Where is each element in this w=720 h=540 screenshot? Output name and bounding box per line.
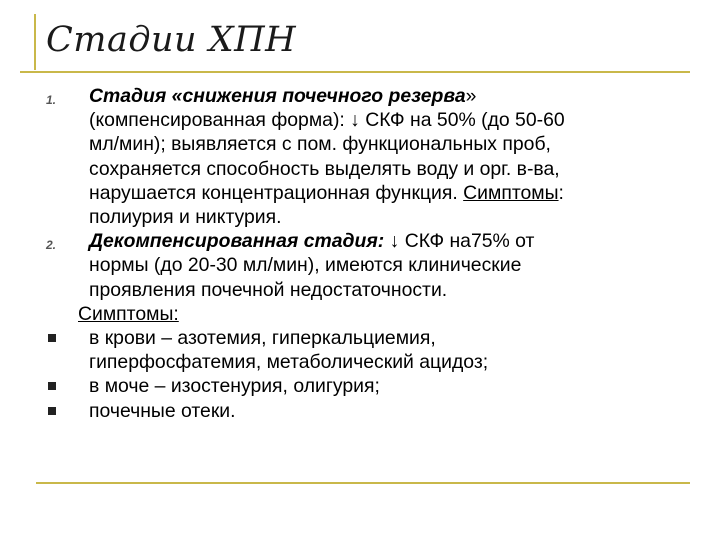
title-horizontal-rule bbox=[20, 71, 690, 73]
stage-1-heading: Стадия «снижения почечного резерва bbox=[89, 85, 466, 107]
list-marker-2: 2. bbox=[46, 238, 57, 253]
bullet-item-edema bbox=[0, 399, 720, 423]
symptoms-label: Симптомы: bbox=[78, 302, 179, 325]
stage-1-colon: : bbox=[558, 181, 564, 204]
stage-2-heading-line bbox=[89, 229, 706, 253]
square-bullet-icon bbox=[48, 334, 56, 342]
square-bullet-icon bbox=[48, 407, 56, 415]
symptoms-line bbox=[0, 302, 720, 326]
list-item-stage-1 bbox=[0, 84, 720, 229]
square-bullet-icon bbox=[48, 382, 56, 390]
list-marker-1: 1. bbox=[46, 93, 57, 107]
bullet-item-urine bbox=[0, 374, 720, 398]
stage-1-line-1: (компенсированная форма): ↓ СКФ на 50% (до 50-60 bbox=[89, 109, 565, 132]
bullet-1-line-2: гиперфосфатемия, метаболический ацидоз; bbox=[89, 351, 489, 374]
stage-2-line-2: нормы (до 20-30 мл/мин), имеются клинические bbox=[89, 254, 522, 277]
bottom-rule bbox=[36, 482, 690, 484]
stage-1-line-3: сохраняется способность выделять воду и орг. в-ва, bbox=[89, 157, 560, 180]
stage-1-line-2: мл/мин); выявляется с пом. функциональных проб, bbox=[89, 133, 551, 156]
stage-1-line-4 bbox=[89, 181, 706, 205]
stage-1-symptoms-word: Симптомы bbox=[463, 181, 559, 204]
stage-2-line-3: проявления почечной недостаточности. bbox=[89, 278, 448, 301]
bullet-3-line-1: почечные отеки. bbox=[89, 399, 236, 422]
title-vertical-rule bbox=[34, 14, 36, 70]
bullet-2-line-1: в моче – изостенурия, олигурия; bbox=[89, 375, 380, 398]
stage-1-line-4-text: нарушается концентрационная функция. bbox=[89, 181, 464, 204]
slide-body bbox=[0, 84, 720, 423]
stage-2-heading: Декомпенсированная стадия: bbox=[89, 230, 385, 253]
stage-2-line-1: ↓ СКФ на75% от bbox=[384, 230, 535, 253]
stage-1-heading-close: » bbox=[465, 85, 477, 107]
stage-1-line-5: полиурия и никтурия. bbox=[89, 206, 282, 229]
bullet-item-blood bbox=[0, 326, 720, 374]
list-item-stage-2 bbox=[0, 229, 720, 302]
stage-1-heading-line bbox=[89, 84, 706, 108]
bullet-1-line-1: в крови – азотемия, гиперкальциемия, bbox=[89, 327, 436, 350]
slide-title: Стадии ХПН bbox=[46, 20, 297, 60]
